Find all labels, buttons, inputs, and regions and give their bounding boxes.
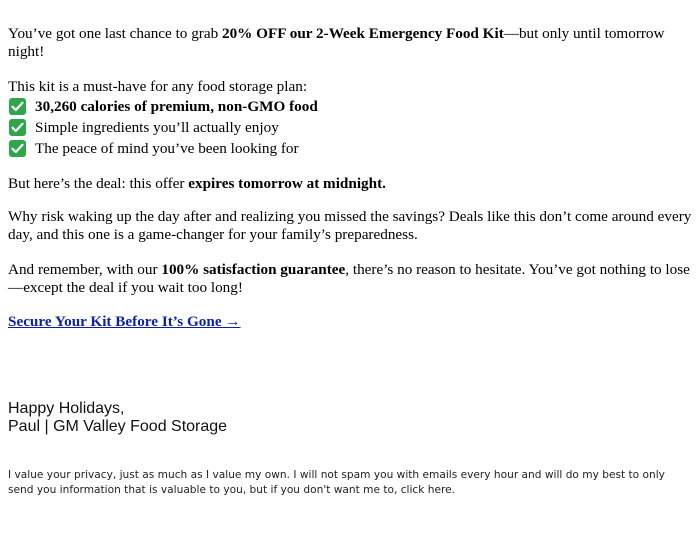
features-lead: This kit is a must-have for any food storage plan: xyxy=(8,78,308,95)
check-mark-button-icon xyxy=(9,140,26,157)
feature-item-label: 30,260 calories of premium, non-GMO food xyxy=(35,97,318,115)
deadline-text: But here’s the deal: this offer xyxy=(8,175,189,192)
features-list xyxy=(8,96,692,159)
intro-text-after: —but only until tomorrow night! xyxy=(8,25,665,60)
guarantee-text-after: , there’s no reason to hesitate. You’ve got nothing to lose—except the deal if you wait too long! xyxy=(8,261,690,296)
secure-kit-link[interactable]: Secure Your Kit Before It’s Gone → xyxy=(8,313,241,330)
check-mark-button-icon xyxy=(9,98,26,115)
feature-item-label: Simple ingredients you’ll actually enjoy xyxy=(35,118,279,136)
intro-offer-highlight: 20% OFF our 2-Week Emergency Food Kit xyxy=(221,25,504,42)
signoff xyxy=(8,400,692,436)
signoff-signature: Paul | GM Valley Food Storage xyxy=(8,418,228,435)
intro-paragraph xyxy=(8,25,692,61)
privacy-footer xyxy=(8,468,692,498)
deadline-highlight: expires tomorrow at midnight. xyxy=(188,175,386,192)
privacy-text-end: . xyxy=(451,484,456,496)
urgency-paragraph: Why risk waking up the day after and realizing you missed the savings? Deals like this don’t come around every day, and this one is a game-changer for your family’s preparedness. xyxy=(8,208,692,243)
guarantee-paragraph xyxy=(8,261,692,297)
guarantee-highlight: 100% satisfaction guarantee xyxy=(161,261,346,278)
deadline-paragraph xyxy=(8,175,692,193)
feature-item-label: The peace of mind you’ve been looking for xyxy=(35,139,299,157)
cta-paragraph xyxy=(8,313,692,331)
intro-text: You’ve got one last chance to grab xyxy=(8,25,222,42)
check-mark-button-icon xyxy=(9,119,26,136)
privacy-text: I value your privacy, just as much as I value my own. I will not spam you with emails every hour and will do my best to only send you information that is valuable to you, but if you don't want me to, xyxy=(8,469,665,496)
feature-item-peace-of-mind xyxy=(8,138,692,159)
feature-item-ingredients xyxy=(8,117,692,138)
signoff-greeting: Happy Holidays, xyxy=(8,400,125,417)
guarantee-text: And remember, with our xyxy=(8,261,162,278)
feature-item-calories xyxy=(8,96,692,117)
unsubscribe-link[interactable]: click here xyxy=(400,484,452,496)
